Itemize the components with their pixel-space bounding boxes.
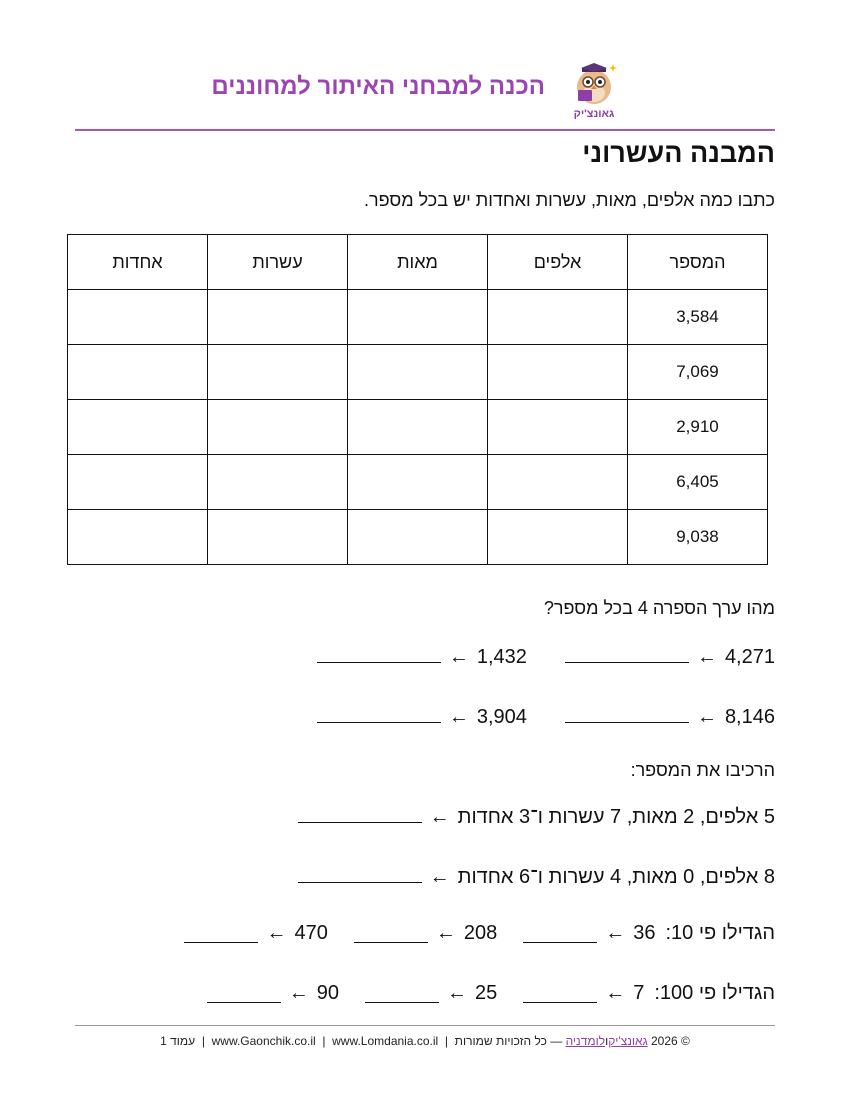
arrow-icon: ← (429, 866, 450, 888)
number-text: 3,904 (476, 706, 527, 728)
answer-cell[interactable] (348, 400, 488, 455)
owl-logo-icon (569, 60, 619, 110)
column-header-thousands: אלפים (488, 235, 628, 290)
arrow-icon: ← (448, 646, 469, 668)
number-cell: 9,038 (628, 510, 768, 565)
compose-question: הרכיבו את המספר: (630, 760, 775, 780)
answer-cell[interactable] (208, 455, 348, 510)
answer-blank[interactable] (523, 922, 597, 943)
section-title: המבנה העשרוני (582, 138, 775, 168)
compose-row (298, 862, 775, 889)
arrow-icon: ← (696, 706, 717, 728)
arrow-icon: ← (696, 646, 717, 668)
digit-value-question: מהו ערך הספרה 4 בכל מספר? (543, 598, 775, 618)
digit-value-row (317, 642, 775, 669)
instruction-text: כתבו כמה אלפים, מאות, עשרות ואחדות יש בכל מספר. (363, 190, 775, 210)
footer-separator: | (444, 1034, 448, 1048)
digit-value-item (317, 642, 527, 669)
answer-cell[interactable] (488, 400, 628, 455)
answer-cell[interactable] (208, 400, 348, 455)
site-link-gaonchik[interactable]: www.Gaonchik.co.il (211, 1034, 316, 1048)
answer-blank[interactable] (565, 702, 689, 723)
answer-cell[interactable] (68, 455, 208, 510)
compose-text: 5 אלפים, 2 מאות, 7 עשרות ו־3 אחדות (457, 806, 775, 828)
answer-cell[interactable] (208, 510, 348, 565)
answer-blank[interactable] (317, 642, 441, 663)
answer-cell[interactable] (68, 345, 208, 400)
arrow-icon: ← (266, 922, 287, 944)
multiply-label: הגדילו פי 10: (665, 922, 775, 944)
column-header-tens: עשרות (208, 235, 348, 290)
number-text: 90 (316, 982, 339, 1004)
footer-separator: | (201, 1034, 205, 1048)
answer-cell[interactable] (208, 290, 348, 345)
footer (0, 1034, 850, 1048)
arrow-icon: ← (429, 806, 450, 828)
answer-cell[interactable] (348, 455, 488, 510)
number-text: 208 (463, 922, 498, 944)
digit-value-item (565, 702, 775, 729)
answer-cell[interactable] (68, 510, 208, 565)
brand-link-gaonchik[interactable]: גאונצ'יק (608, 1034, 648, 1048)
digit-value-item (565, 642, 775, 669)
header (75, 52, 775, 130)
answer-cell[interactable] (488, 510, 628, 565)
number-cell: 2,910 (628, 400, 768, 455)
arrow-icon: ← (435, 922, 456, 944)
arrow-icon: ← (605, 982, 626, 1004)
table-header-row (68, 235, 768, 290)
compose-item (298, 862, 775, 889)
compose-text: 8 אלפים, 0 מאות, 4 עשרות ו־6 אחדות (457, 866, 775, 888)
answer-cell[interactable] (488, 455, 628, 510)
multiply-row (207, 982, 775, 1005)
answer-blank[interactable] (365, 982, 439, 1003)
rights-text: — כל הזכויות שמורות (454, 1034, 563, 1048)
arrow-icon: ← (446, 982, 467, 1004)
page-title: הכנה למבחני האיתור למחוננים (211, 73, 545, 100)
number-text: 1,432 (476, 646, 527, 668)
brand-link-lomdania[interactable]: לומדניה (565, 1034, 606, 1048)
multiply-label: הגדילו פי 100: (654, 982, 775, 1004)
answer-cell[interactable] (68, 290, 208, 345)
arrow-icon: ← (288, 982, 309, 1004)
table-row (68, 290, 768, 345)
table-row (68, 400, 768, 455)
column-header-ones: אחדות (68, 235, 208, 290)
arrow-icon: ← (605, 922, 626, 944)
site-link-lomdania[interactable]: www.Lomdania.co.il (332, 1034, 439, 1048)
answer-blank[interactable] (354, 922, 428, 943)
answer-blank[interactable] (523, 982, 597, 1003)
number-text: 7 (633, 982, 645, 1004)
answer-blank[interactable] (317, 702, 441, 723)
page-number: עמוד 1 (160, 1034, 196, 1048)
column-header-number: המספר (628, 235, 768, 290)
place-value-table (67, 234, 768, 565)
answer-blank[interactable] (565, 642, 689, 663)
footer-divider (75, 1025, 775, 1026)
number-cell: 3,584 (628, 290, 768, 345)
compose-item (298, 802, 775, 829)
answer-blank[interactable] (184, 922, 258, 943)
logo (569, 60, 619, 124)
number-text: 470 (294, 922, 328, 944)
column-header-hundreds: מאות (348, 235, 488, 290)
answer-blank[interactable] (207, 982, 281, 1003)
answer-cell[interactable] (488, 345, 628, 400)
digit-value-row (317, 702, 775, 729)
answer-cell[interactable] (348, 290, 488, 345)
logo-text: גאונצ'יק (573, 108, 615, 120)
answer-blank[interactable] (298, 802, 422, 823)
copyright-text: © 2026 (650, 1034, 690, 1048)
multiply-row (184, 922, 775, 945)
number-text: 4,271 (724, 646, 775, 668)
answer-blank[interactable] (298, 862, 422, 883)
answer-cell[interactable] (488, 290, 628, 345)
table-row (68, 345, 768, 400)
table-row (68, 510, 768, 565)
compose-row (298, 802, 775, 829)
footer-separator: | (322, 1034, 326, 1048)
number-text: 25 (474, 982, 498, 1004)
table-row (68, 455, 768, 510)
number-cell: 6,405 (628, 455, 768, 510)
answer-cell[interactable] (208, 345, 348, 400)
number-text: 8,146 (724, 706, 775, 728)
answer-cell[interactable] (348, 345, 488, 400)
answer-cell[interactable] (68, 400, 208, 455)
number-cell: 7,069 (628, 345, 768, 400)
arrow-icon: ← (448, 706, 469, 728)
number-text: 36 (633, 922, 656, 944)
header-divider (75, 129, 775, 131)
answer-cell[interactable] (348, 510, 488, 565)
conjunction-text: ו (605, 1034, 609, 1048)
digit-value-item (317, 702, 527, 729)
